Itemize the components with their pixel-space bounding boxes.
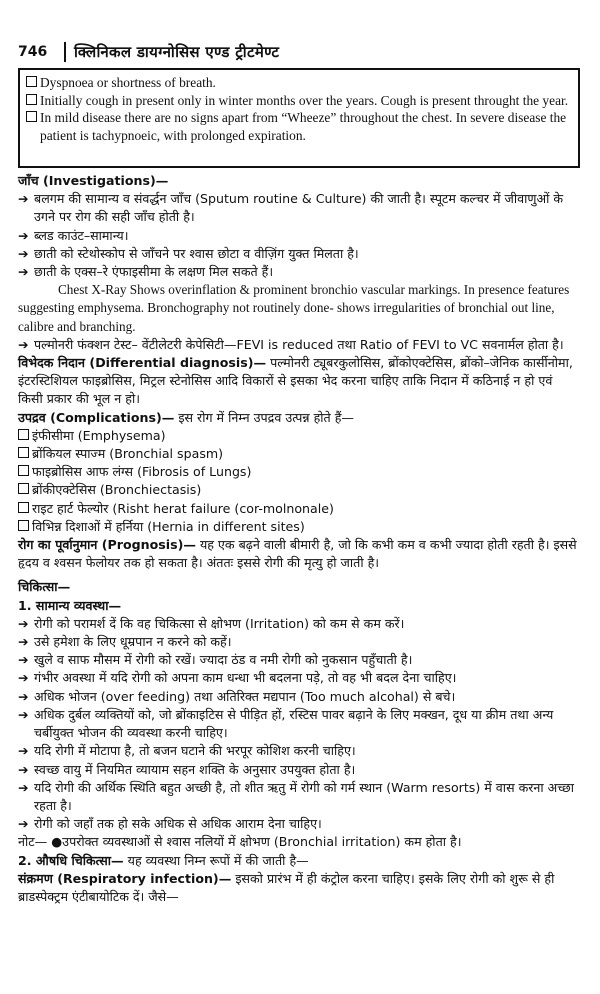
prognosis-paragraph: रोग का पूर्वानुमान (Prognosis)— यह एक बढ़ने वाली बीमारी है, जो कि कभी कम व कभी ज्यादा होती रहती है। इससे हृदय व श्वसन फेलोयर तक हो सकता है। अंततः इससे रोगी की मृत्यु हो जाती है। (18, 537, 577, 571)
medicine-heading: 2. औषधि चिकित्सा— (18, 852, 124, 868)
arrow-icon: ➔ (18, 706, 29, 722)
general-item: ➔ रोगी को परामर्श दें कि वह चिकित्सा से क्षोभण (Irritation) को कम से कम करें। (18, 615, 580, 633)
arrow-icon: ➔ (18, 227, 29, 243)
page-content (18, 172, 580, 906)
checkbox-icon (26, 111, 37, 122)
investigation-item: ➔ छाती को स्टेथोस्कोप से जाँचने पर श्वास छोटा व वीज़िंग युक्त मिलता है। (18, 245, 580, 263)
checkbox-icon (18, 500, 32, 518)
box-item: Dyspnoea or shortness of breath. (26, 74, 572, 92)
arrow-icon: ➔ (18, 761, 29, 777)
infection-paragraph: संक्रमण (Respiratory infection)— इसको प्रारंभ में ही कंट्रोल करना चाहिए। इसके लिए रोगी को शुरू से ही ब्राडस्पेक्ट्रम एंटीबायोटिक दें। जैसे— (18, 870, 555, 904)
arrow-icon: ➔ (18, 688, 29, 704)
general-management-heading: 1. सामान्य व्यवस्था— (18, 597, 122, 613)
general-item: ➔ यदि रोगी की अर्थिक स्थिति बहुत अच्छी है, तो शीत ऋतु में रोगी को गर्म स्थान (Warm resorts) में वास करना अच्छा रहता है। (18, 779, 575, 813)
general-item: ➔ यदि रोगी में मोटापा है, तो बजन घटाने की भरपूर कोशिश करनी चाहिए। (18, 742, 580, 760)
arrow-icon: ➔ (18, 670, 29, 686)
general-item: ➔ स्वच्छ वायु में नियमित व्यायाम सहन शक्ति के अनुसार उपयुक्त होता है। (18, 761, 580, 779)
arrow-icon: ➔ (18, 779, 29, 795)
complication-item: ब्रोंकीएक्टेसिस (Bronchiectasis) (18, 481, 580, 499)
complication-item: ब्रोंकियल स्पाज्म (Bronchial spasm) (18, 445, 580, 463)
investigation-item: ➔ ब्लड काउंट–सामान्य। (18, 227, 580, 245)
infection-heading: संक्रमण (Respiratory infection)— (18, 870, 232, 886)
investigation-item: ➔ बलगम की सामान्य व संवर्द्धन जाँच (Sputum routine & Culture) की जाती है। स्पूटम कल्चर में जीवाणुओं के उगने पर रोग की सही जाँच होती है। (18, 191, 564, 225)
box-item: Initially cough in present only in winter months over the years. Cough is present throught the year. (26, 92, 572, 110)
lung-function-item: ➔ पल्मोनरी फंक्शन टेस्ट– वेंटीलेटरी केपेसिटी—FEVI is reduced तथा Ratio of FEVI to VC सवनार्मल होता है। (18, 336, 580, 354)
symptoms-box (18, 68, 580, 168)
investigation-item: ➔ छाती के एक्स–रे एंफाइसीमा के लक्षण मिल सकते हैं। (18, 263, 580, 281)
complications-intro: उपद्रव (Complications)— इस रोग में निम्न उपद्रव उत्पन्न होते हैं— (18, 409, 354, 425)
checkbox-icon (18, 427, 32, 445)
checkbox-icon (18, 481, 32, 499)
box-item: In mild disease there are no signs apart from “Wheeze” throughout the chest. In severe disease the patient is tachypnoeic, with prolonged expiration. (26, 109, 572, 144)
general-item: ➔ उसे हमेशा के लिए धूम्रपान न करने को कहें। (18, 633, 580, 651)
differential-heading: विभेदक निदान (Differential diagnosis)— (18, 355, 267, 371)
complications-heading: उपद्रव (Complications)— (18, 409, 175, 425)
checkbox-icon (18, 518, 32, 536)
complication-item: राइट हार्ट फेल्योर (Risht herat failure (cor-molnonale) (18, 500, 580, 518)
page-header (18, 40, 580, 64)
header-divider (64, 42, 66, 62)
general-item: ➔ अधिक भोजन (over feeding) तथा अतिरिक्त मद्यपान (Too much alcohal) से बचे। (18, 688, 580, 706)
general-item: ➔ अधिक दुर्बल व्यक्तियों को, जो ब्रोंकाइटिस से पीड़ित हों, रस्टिस पावर बढ़ाने के लिए मक्खन, दूध या क्रीम तथा अन्य चर्बीयुक्त भोजन की व्यवस्था करनी चाहिए। (18, 706, 554, 741)
complication-item: इंफीसीमा (Emphysema) (18, 427, 580, 445)
arrow-icon: ➔ (18, 615, 29, 631)
checkbox-icon (26, 76, 37, 87)
checkbox-icon (18, 463, 32, 481)
complication-item: विभिन्न दिशाओं में हर्निया (Hernia in different sites) (18, 518, 580, 536)
complication-item: फाइब्रोसिस आफ लंग्स (Fibrosis of Lungs) (18, 463, 580, 481)
note-line: नोट— ●उपरोक्त व्यवस्थाओं से श्वास नलियों में क्षोभण (Bronchial irritation) कम होता है। (18, 834, 462, 850)
arrow-icon: ➔ (18, 652, 29, 668)
arrow-icon: ➔ (18, 336, 29, 352)
checkbox-icon (18, 445, 32, 463)
arrow-icon: ➔ (18, 816, 29, 832)
treatment-heading: चिकित्सा— (18, 579, 71, 595)
general-item: ➔ गंभीर अवस्था में यदि रोगी को अपना काम धन्धा भी बदलना पड़े, तो वह भी बदल देना चाहिए। (18, 669, 580, 687)
prognosis-heading: रोग का पूर्वानुमान (Prognosis)— (18, 537, 196, 553)
investigations-heading: जाँच (Investigations)— (18, 173, 169, 188)
arrow-icon: ➔ (18, 191, 29, 207)
xray-paragraph: Chest X-Ray Shows overinflation & prominent bronchio vascular markings. In presence features suggesting emphysema. Bronchography not routinely done- shows irregularities of bronchial out line, calibre and branching. (18, 282, 570, 334)
general-item: ➔ रोगी को जहाँ तक हो सके अधिक से अधिक आराम देना चाहिए। (18, 815, 580, 833)
arrow-icon: ➔ (18, 743, 29, 759)
book-title: क्लिनिकल डायग्नोसिस एण्ड ट्रीटमेण्ट (74, 43, 280, 61)
arrow-icon: ➔ (18, 264, 29, 280)
arrow-icon: ➔ (18, 245, 29, 261)
checkbox-icon (26, 94, 37, 105)
differential-paragraph: विभेदक निदान (Differential diagnosis)— पल्मोनरी ट्यूबरकुलोसिस, ब्रोंकोएक्टेसिस, ब्रोंको–जेनिक कार्सीनोमा, इंटरस्टिशियल फाइब्रोसिस, मिट्रल स्टेनोसिस आदि विकारों से इसका भेद करना चाहिए ताकि निदान में कठिनाई न हो एवं किसी प्रकार की भूल न हो। (18, 355, 573, 407)
medicine-line: 2. औषधि चिकित्सा— यह व्यवस्था निम्न रूपों में की जाती है— (18, 852, 309, 868)
arrow-icon: ➔ (18, 634, 29, 650)
page-number: 746 (18, 44, 48, 60)
general-item: ➔ खुले व साफ मौसम में रोगी को रखें। ज्यादा ठंड व नमी रोगी को नुकसान पहुँचाती है। (18, 651, 580, 669)
